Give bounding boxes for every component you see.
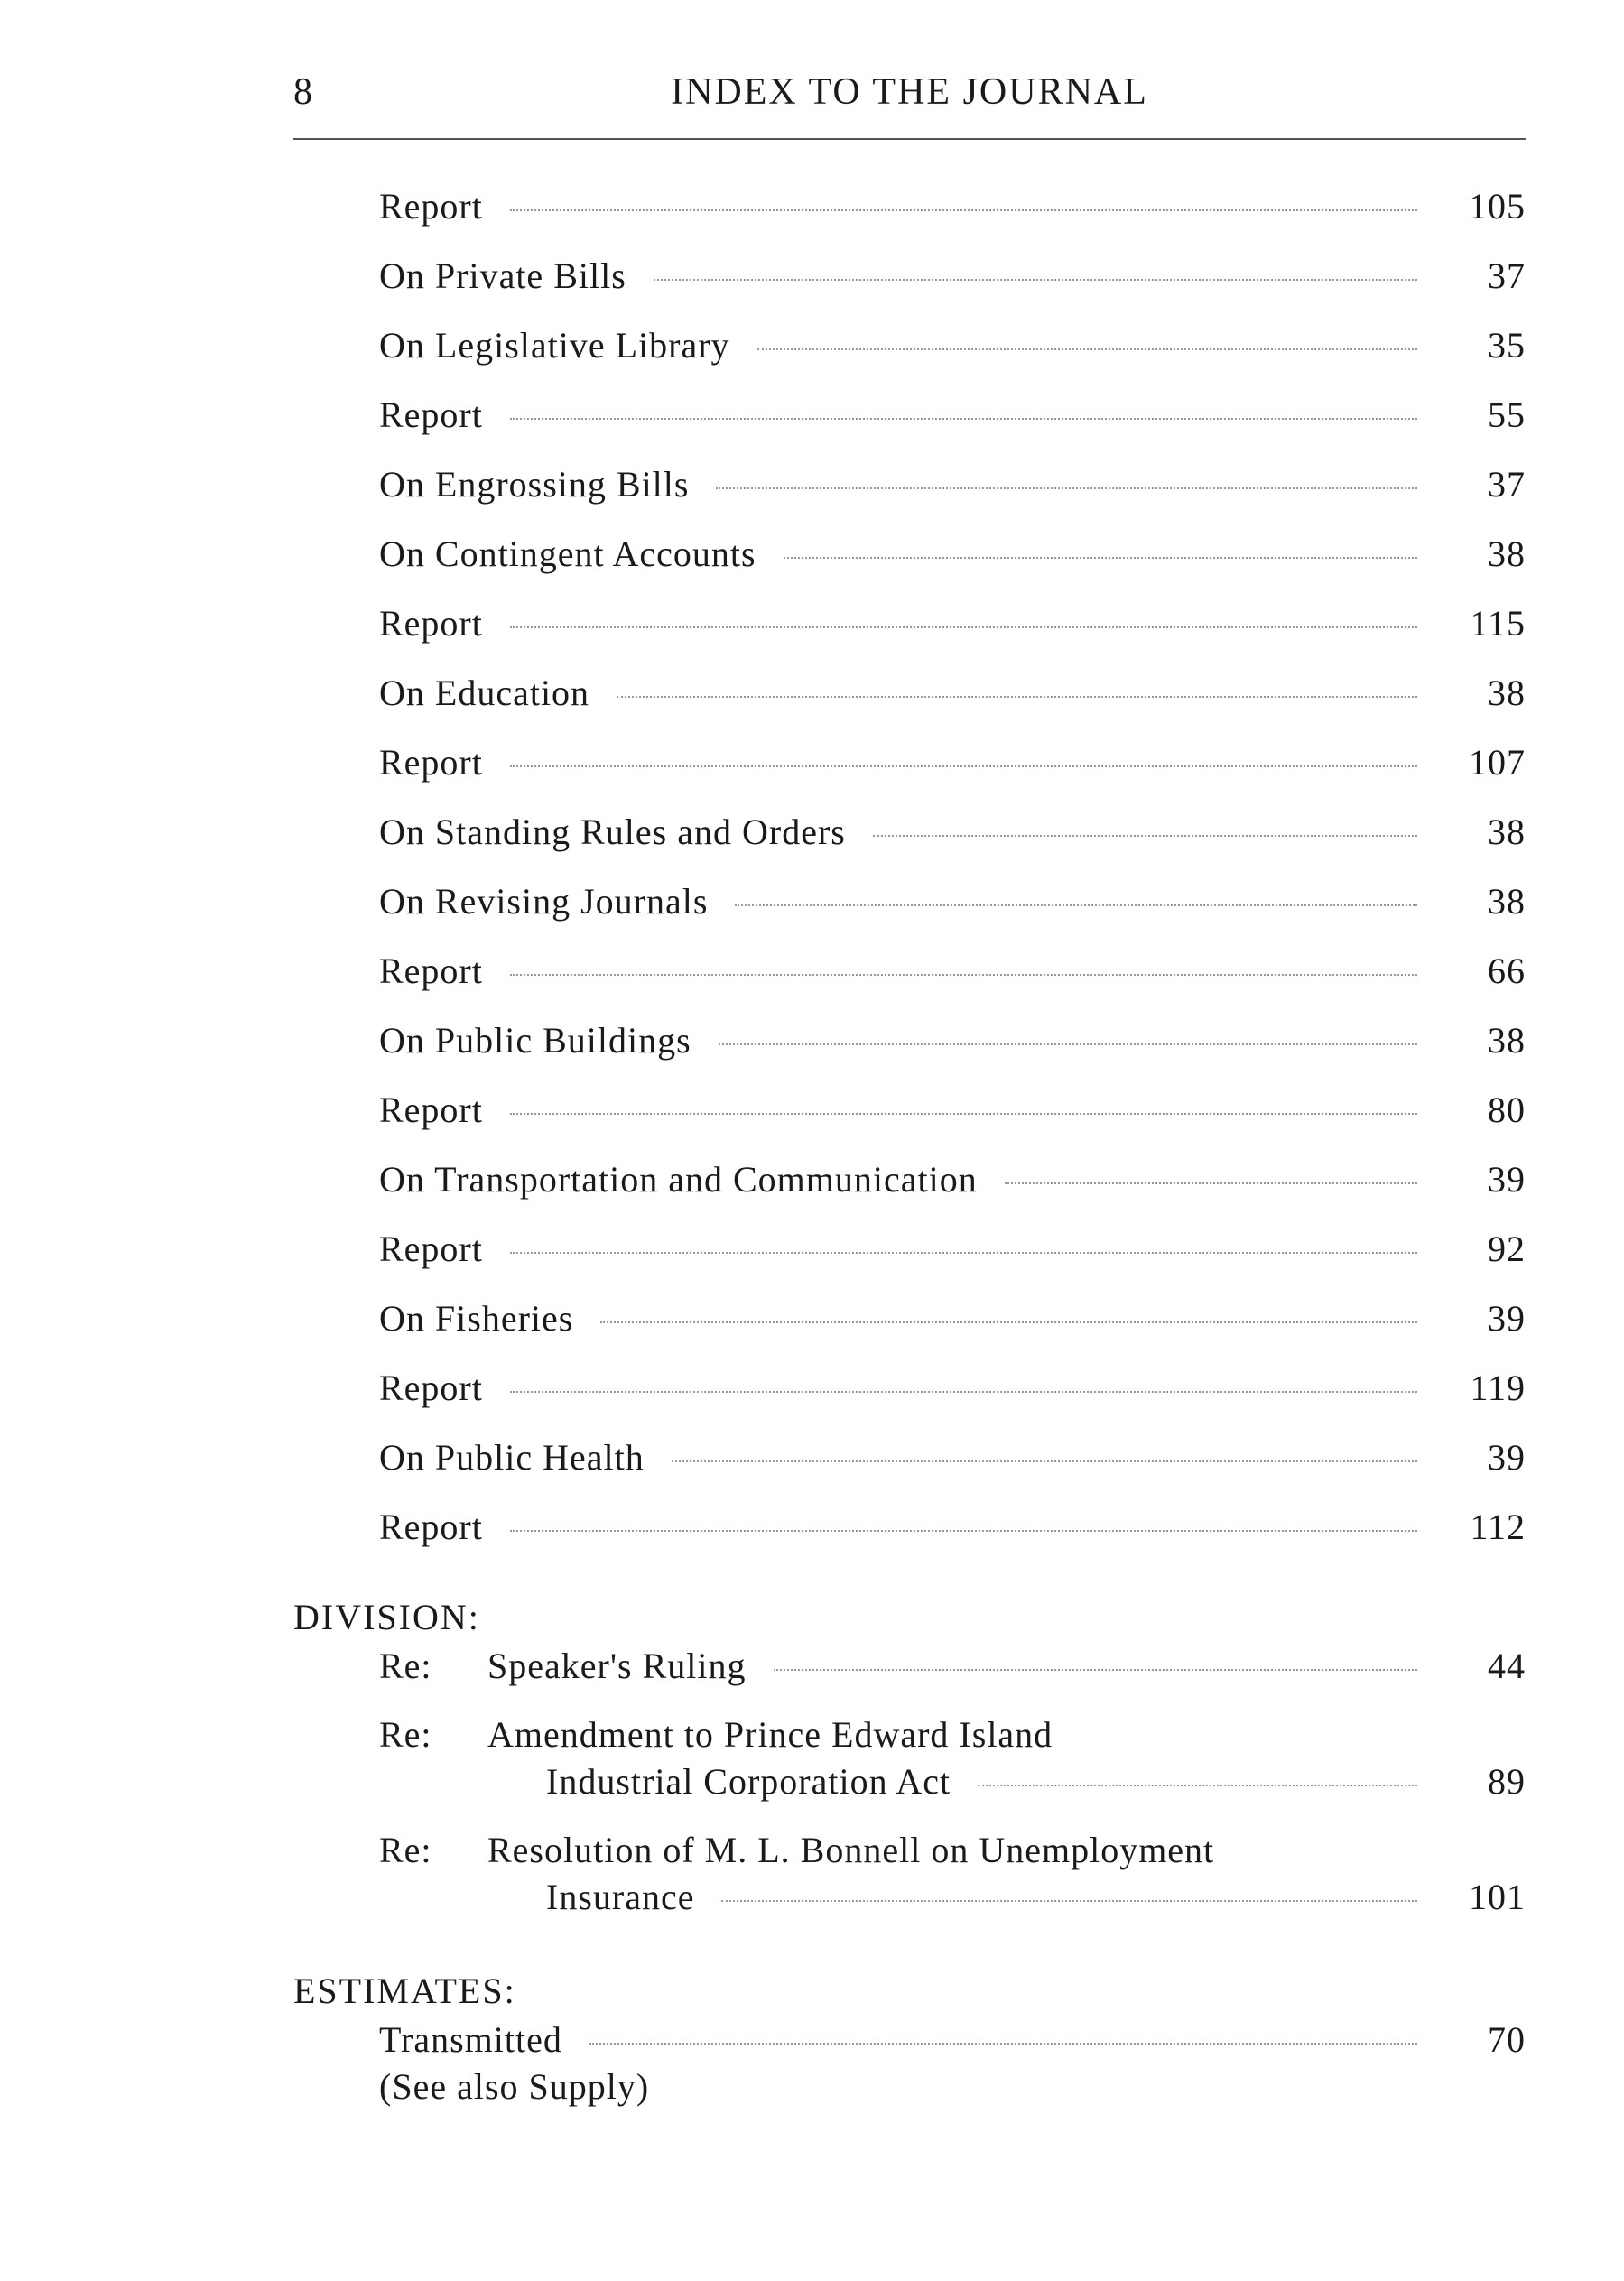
entry-page: 112 bbox=[1470, 1507, 1526, 1547]
index-entry bbox=[379, 1436, 1526, 1506]
division-item-prefix: Re: bbox=[379, 1714, 432, 1755]
entry-page: 107 bbox=[1469, 742, 1526, 783]
division-item-prefix: Re: bbox=[379, 1646, 432, 1686]
entry-label: On Public Health bbox=[379, 1437, 645, 1478]
entry-label: On Revising Journals bbox=[379, 881, 709, 922]
estimates-section bbox=[293, 1970, 1526, 2112]
index-entry bbox=[379, 1228, 1526, 1297]
estimates-item-label: Transmitted bbox=[379, 2019, 562, 2060]
leader-dots bbox=[600, 1321, 1417, 1323]
entry-page: 39 bbox=[1488, 1298, 1526, 1339]
estimates-item-page: 70 bbox=[1488, 2019, 1526, 2060]
leader-dots bbox=[735, 904, 1417, 906]
leader-dots bbox=[510, 209, 1417, 211]
leader-dots bbox=[784, 557, 1417, 559]
division-section bbox=[293, 1596, 1526, 1923]
leader-dots bbox=[757, 348, 1417, 350]
division-item-page: 44 bbox=[1488, 1646, 1526, 1686]
entry-page: 80 bbox=[1488, 1090, 1526, 1130]
division-item bbox=[379, 1645, 1526, 1692]
entry-page: 39 bbox=[1488, 1159, 1526, 1200]
index-entry bbox=[379, 1297, 1526, 1367]
entry-label: On Transportation and Communication bbox=[379, 1159, 978, 1200]
leader-dots bbox=[510, 765, 1417, 767]
leader-dots bbox=[510, 626, 1417, 628]
index-entry bbox=[379, 394, 1526, 463]
entry-label: Report bbox=[379, 742, 483, 783]
index-entry bbox=[379, 880, 1526, 950]
division-item-text-continued: Insurance bbox=[546, 1877, 695, 1917]
entry-label: Report bbox=[379, 1090, 483, 1130]
leader-dots bbox=[654, 279, 1417, 281]
division-item-page: 89 bbox=[1488, 1761, 1526, 1802]
index-entry bbox=[379, 463, 1526, 533]
entry-page: 38 bbox=[1488, 881, 1526, 922]
entry-page: 35 bbox=[1488, 325, 1526, 366]
division-item-prefix: Re: bbox=[379, 1830, 432, 1870]
entry-page: 105 bbox=[1469, 186, 1526, 227]
entry-label: Report bbox=[379, 186, 483, 227]
entry-label: On Standing Rules and Orders bbox=[379, 811, 846, 852]
committee-entries bbox=[379, 185, 1526, 1575]
header-rule bbox=[293, 138, 1526, 140]
entry-label: Report bbox=[379, 1507, 483, 1547]
leader-dots bbox=[589, 2043, 1417, 2045]
running-title: INDEX TO THE JOURNAL bbox=[671, 71, 1148, 113]
entry-label: On Contingent Accounts bbox=[379, 533, 756, 574]
division-heading: DIVISION: bbox=[293, 1597, 480, 1637]
entry-label: Report bbox=[379, 1368, 483, 1408]
division-item-text-continued: Industrial Corporation Act bbox=[546, 1761, 951, 1802]
division-item-text: Amendment to Prince Edward Island bbox=[487, 1714, 1053, 1755]
page-number: 8 bbox=[293, 71, 314, 113]
index-entry bbox=[379, 185, 1526, 255]
leader-dots bbox=[716, 487, 1417, 489]
entry-label: On Private Bills bbox=[379, 255, 626, 296]
index-entry bbox=[379, 1158, 1526, 1228]
leader-dots bbox=[1005, 1182, 1417, 1184]
entry-label: Report bbox=[379, 603, 483, 644]
leader-dots bbox=[978, 1785, 1417, 1786]
index-entry bbox=[379, 741, 1526, 811]
division-item-text: Speaker's Ruling bbox=[487, 1646, 747, 1686]
division-item-text: Resolution of M. L. Bonnell on Unemployment bbox=[487, 1830, 1215, 1870]
entry-label: Report bbox=[379, 950, 483, 991]
entry-page: 38 bbox=[1488, 533, 1526, 574]
leader-dots bbox=[510, 1530, 1417, 1532]
entry-page: 119 bbox=[1470, 1368, 1526, 1408]
entry-page: 37 bbox=[1488, 464, 1526, 505]
leader-dots bbox=[672, 1460, 1417, 1462]
leader-dots bbox=[510, 1252, 1417, 1254]
entry-page: 38 bbox=[1488, 1020, 1526, 1061]
entry-label: On Fisheries bbox=[379, 1298, 574, 1339]
estimates-heading: ESTIMATES: bbox=[293, 1970, 516, 2011]
division-item-page: 101 bbox=[1469, 1877, 1526, 1917]
leader-dots bbox=[510, 974, 1417, 976]
entry-label: On Public Buildings bbox=[379, 1020, 691, 1061]
index-entry bbox=[379, 533, 1526, 602]
leader-dots bbox=[774, 1669, 1417, 1671]
leader-dots bbox=[719, 1043, 1417, 1045]
entry-label: Report bbox=[379, 1229, 483, 1269]
estimates-item bbox=[379, 2018, 1526, 2112]
index-entry bbox=[379, 1506, 1526, 1575]
entry-label: On Education bbox=[379, 672, 590, 713]
entry-page: 66 bbox=[1488, 950, 1526, 991]
entry-page: 38 bbox=[1488, 811, 1526, 852]
page-header bbox=[293, 70, 1526, 116]
leader-dots bbox=[510, 1391, 1417, 1393]
index-entry bbox=[379, 324, 1526, 394]
entry-label: On Engrossing Bills bbox=[379, 464, 690, 505]
estimates-note: (See also Supply) bbox=[379, 2066, 650, 2107]
entry-page: 115 bbox=[1470, 603, 1526, 644]
entry-page: 55 bbox=[1488, 394, 1526, 435]
entry-page: 38 bbox=[1488, 672, 1526, 713]
leader-dots bbox=[873, 835, 1417, 837]
leader-dots bbox=[721, 1900, 1417, 1902]
entry-page: 39 bbox=[1488, 1437, 1526, 1478]
index-entry bbox=[379, 1367, 1526, 1436]
index-entry bbox=[379, 1019, 1526, 1089]
entry-label: Report bbox=[379, 394, 483, 435]
leader-dots bbox=[510, 1113, 1417, 1115]
entry-page: 37 bbox=[1488, 255, 1526, 296]
index-entry bbox=[379, 672, 1526, 741]
division-item bbox=[379, 1713, 1526, 1807]
index-entry bbox=[379, 255, 1526, 324]
entry-label: On Legislative Library bbox=[379, 325, 730, 366]
index-entry bbox=[379, 811, 1526, 880]
index-entry bbox=[379, 1089, 1526, 1158]
leader-dots bbox=[617, 696, 1417, 698]
index-entry bbox=[379, 602, 1526, 672]
entry-page: 92 bbox=[1488, 1229, 1526, 1269]
leader-dots bbox=[510, 418, 1417, 420]
index-entry bbox=[379, 950, 1526, 1019]
division-item bbox=[379, 1829, 1526, 1923]
